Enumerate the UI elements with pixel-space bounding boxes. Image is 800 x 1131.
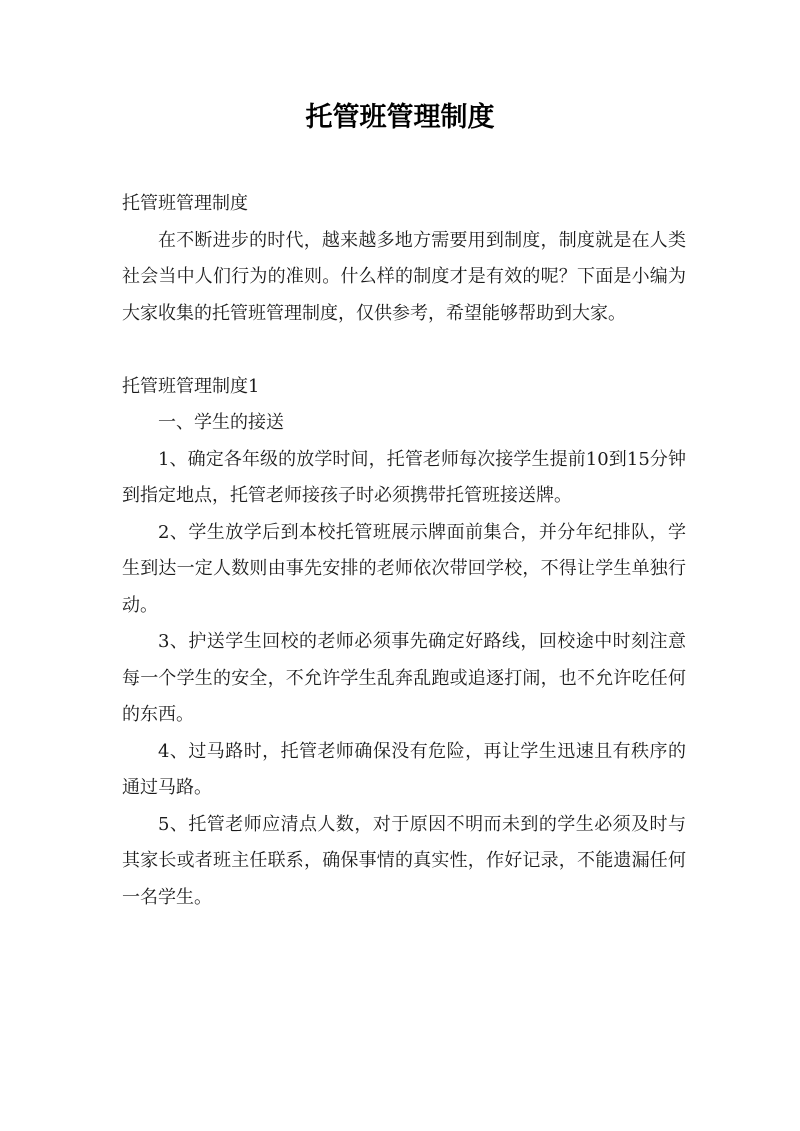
- document-body: [122, 186, 686, 916]
- section-title: 托管班管理制度1: [122, 375, 260, 397]
- document-title: 托管班管理制度: [305, 102, 495, 133]
- paragraph-spacer: [122, 332, 686, 369]
- list-item: 4、过马路时，托管老师确保没有危险，再让学生迅速且有秩序的通过马路。: [122, 740, 686, 798]
- intro-paragraph: 在不断进步的时代，越来越多地方需要用到制度，制度就是在人类社会当中人们行为的准则。什么样的制度才是有效的呢？下面是小编为大家收集的托管班管理制度，仅供参考，希望能够帮助到大家。: [122, 229, 686, 324]
- list-item: 5、托管老师应清点人数，对于原因不明而未到的学生必须及时与其家长或者班主任联系，确保事情的真实性，作好记录，不能遗漏任何一名学生。: [122, 813, 686, 908]
- document-subtitle: 托管班管理制度: [122, 193, 248, 214]
- list-item: 3、护送学生回校的老师必须事先确定好路线，回校途中时刻注意每一个学生的安全，不允许学生乱奔乱跑或追逐打闹，也不允许吃任何的东西。: [122, 631, 686, 725]
- subsection-title: 一、学生的接送: [158, 412, 284, 433]
- list-item: 2、学生放学后到本校托管班展示牌面前集合，并分年纪排队，学生到达一定人数则由事先安排的老师依次带回学校，不得让学生单独行动。: [122, 521, 686, 616]
- list-item: 1、确定各年级的放学时间，托管老师每次接学生提前10到15分钟到指定地点，托管老师接孩子时必须携带托管班接送牌。: [122, 448, 686, 506]
